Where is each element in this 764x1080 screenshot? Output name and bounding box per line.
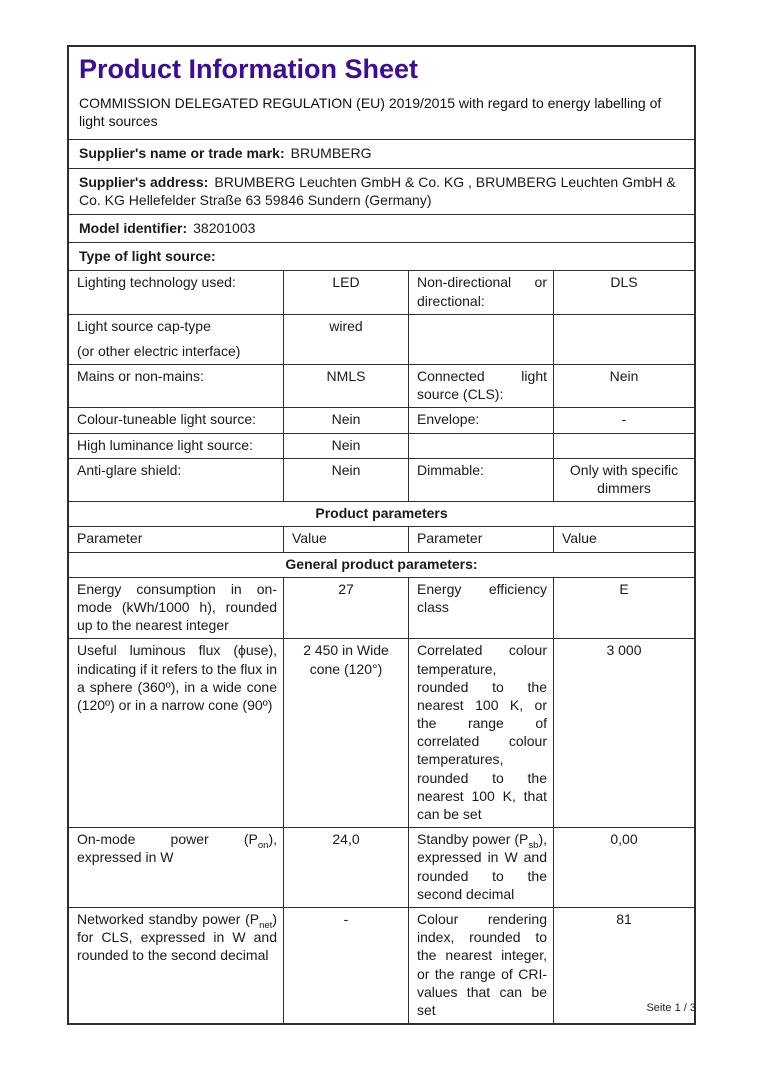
supplier-name-label: Supplier's name or trade mark: — [79, 145, 285, 162]
colour-rendering-index-label: Colour rendering index, rounded to the nearest integer, or the range of CRI-values that can be set — [408, 908, 553, 1023]
on-mode-power-value: 24,0 — [283, 828, 408, 907]
type-of-light-source-row — [69, 242, 694, 270]
energy-consumption-value: 27 — [283, 578, 408, 639]
supplier-name-row — [69, 139, 694, 167]
colour-temperature-label: Correlated colour temperature, rounded to the nearest 100 K, or the range of correlated colour temperatures, rounded to the nearest 100 K, that can be set — [408, 639, 553, 827]
standby-power-value: 0,00 — [553, 828, 694, 907]
networked-standby-label: Networked standby power $(P_{net})$ for CLS, expressed in W and rounded to the second decimal — [77, 910, 277, 964]
envelope-label: Envelope: — [408, 408, 553, 432]
networked-standby-row — [69, 907, 694, 1023]
on-mode-power-label: On-mode power $(P_{on})$, expressed in W — [77, 831, 277, 866]
supplier-name-value: BRUMBERG — [290, 145, 372, 162]
cap-type-value: wired — [283, 315, 408, 364]
colour-temperature-value: 3 000 — [553, 639, 694, 827]
mains-label: Mains or non-mains: — [77, 368, 204, 385]
dimmable-label: Dimmable: — [408, 459, 553, 501]
directionality-label: Non-directional or directional: — [408, 271, 553, 313]
regulation-subtitle: COMMISSION DELEGATED REGULATION (EU) 2019/2015 with regard to energy labelling of light sources — [79, 95, 662, 130]
mains-row — [69, 364, 694, 407]
luminous-flux-value: 2 450 in Wide cone (120°) — [283, 639, 408, 827]
lighting-technology-row — [69, 270, 694, 313]
high-luminance-value: Nein — [283, 434, 408, 458]
cap-type-label — [69, 315, 283, 364]
standby-power-label: Standby power $(P_{sb})$, expressed in W and rounded to the second decimal — [408, 828, 553, 907]
networked-standby-value: - — [283, 908, 408, 1023]
type-of-light-source-label: Type of light source: — [79, 248, 216, 265]
mains-value: NMLS — [283, 365, 408, 407]
dimmable-value: Only with specific dimmers — [553, 459, 694, 501]
supplier-address-row — [69, 168, 694, 214]
energy-consumption-row — [69, 577, 694, 639]
cap-type-label-line2: (or other electric interface) — [77, 342, 241, 359]
colour-tuneable-value: Nein — [283, 408, 408, 432]
model-identifier-label: Model identifier: — [79, 219, 188, 236]
envelope-value: - — [553, 408, 694, 432]
on-mode-power-row — [69, 827, 694, 907]
supplier-address-value: BRUMBERG Leuchten GmbH & Co. KG , BRUMBERG Leuchten GmbH & Co. KG Hellefelder Straße 63 59846 Sundern (Germany) — [79, 173, 676, 208]
cap-type-label-line1: Light source cap-type — [77, 317, 211, 334]
high-luminance-label: High luminance light source: — [77, 436, 253, 453]
product-information-sheet — [67, 45, 696, 1025]
model-identifier-value: 38201003 — [193, 219, 256, 236]
connected-light-source-label: Connected light source (CLS): — [408, 365, 553, 407]
anti-glare-label: Anti-glare shield: — [77, 461, 182, 478]
column-header-parameter-2: Parameter — [408, 527, 553, 551]
lighting-technology-value: LED — [283, 271, 408, 313]
sheet-header — [69, 47, 694, 139]
connected-light-source-value: Nein — [553, 365, 694, 407]
high-luminance-empty-param — [408, 434, 553, 458]
cap-type-empty-param — [408, 315, 553, 364]
product-parameters-title: Product parameters — [69, 501, 694, 526]
parameter-value-header-row — [69, 526, 694, 551]
luminous-flux-row — [69, 638, 694, 827]
anti-glare-value: Nein — [283, 459, 408, 501]
colour-rendering-index-value: 81 — [553, 908, 694, 1023]
general-product-parameters-title: General product parameters: — [69, 552, 694, 577]
cap-type-row — [69, 314, 694, 364]
energy-consumption-label: Energy consumption in on-mode (kWh/1000 h), rounded up to the nearest integer — [77, 580, 277, 634]
energy-efficiency-class-value: E — [553, 578, 694, 639]
column-header-value-1: Value — [283, 527, 408, 551]
high-luminance-empty-value — [553, 434, 694, 458]
directionality-value: DLS — [553, 271, 694, 313]
anti-glare-row — [69, 458, 694, 501]
supplier-address-label: Supplier's address: — [79, 173, 209, 190]
column-header-parameter-1: Parameter — [77, 530, 143, 547]
lighting-technology-label: Lighting technology used: — [77, 274, 236, 291]
page-number: Seite 1 / 3 — [646, 1002, 696, 1014]
colour-tuneable-label: Colour-tuneable light source: — [77, 411, 256, 428]
column-header-value-2: Value — [553, 527, 694, 551]
page-title: Product Information Sheet — [79, 54, 419, 84]
model-identifier-row — [69, 214, 694, 242]
cap-type-empty-value — [553, 315, 694, 364]
colour-tuneable-row — [69, 407, 694, 432]
high-luminance-row — [69, 433, 694, 458]
luminous-flux-label: Useful luminous flux (ϕuse), indicating if it refers to the flux in a sphere (360º), in a wide cone (120º) or in a narrow cone (90º) — [77, 642, 277, 713]
energy-efficiency-class-label: Energy efficiency class — [408, 578, 553, 639]
